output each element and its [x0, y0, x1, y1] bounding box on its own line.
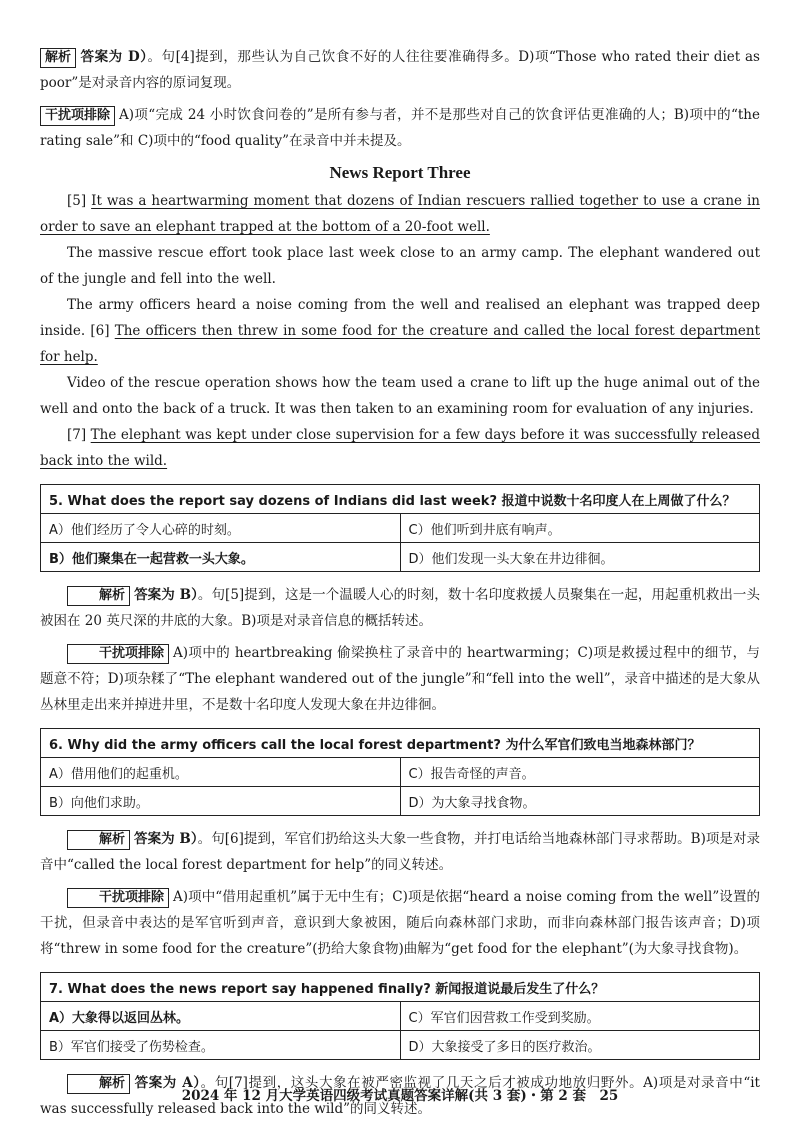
report-paragraph-5 — [40, 422, 760, 474]
analysis-text: 。句[7]提到，这头大象在被严密监视了几天之后才被成功地放归野外。A)项是对录音中“it was successfully released back into the wild”的同义转述。 — [40, 1075, 760, 1117]
question-text: 6. Why did the army officers call the local forest department? 为什么军官们致电当地森林部门？ — [41, 729, 760, 758]
report-text: The army officers heard a noise coming from the well and realised an elephant was trapped deep inside. — [40, 297, 760, 339]
option-b: B）军官们接受了伤势检查。 — [41, 1031, 401, 1060]
option-b: B）向他们求助。 — [41, 787, 401, 816]
distractor-tag: 干扰项排除 — [40, 106, 115, 126]
sentence-number: [5] — [67, 193, 87, 209]
analysis-tag: 解析 — [67, 830, 130, 850]
distractor-tag: 干扰项排除 — [67, 888, 169, 908]
option-a: A）他们经历了令人心碎的时刻。 — [41, 514, 401, 543]
analysis-text: 。句[6]提到，军官们扔给这头大象一些食物，并打电话给当地森林部门寻求帮助。B)项是对录音中“called the local forest department for help”的同义转述。 — [40, 831, 760, 873]
sentence-number: [7] — [67, 427, 87, 443]
question-6-table — [40, 728, 760, 816]
distractor-tag: 干扰项排除 — [67, 644, 169, 664]
answer-text: 答案为 A） — [134, 1075, 201, 1091]
section-title: News Report Three — [329, 163, 471, 182]
option-c: C）他们听到井底有响声。 — [400, 514, 760, 543]
key-sentence: The officers then threw in some food for the creature and called the local forest department for help. — [40, 323, 761, 365]
option-b: B）他们聚集在一起营救一头大象。 — [41, 543, 401, 572]
option-a: A）大象得以返回丛林。 — [41, 1002, 401, 1031]
page-footer: 2024 年 12 月大学英语四级考试真题答案详解(共 3 套)・第 2 套 25 — [181, 1088, 619, 1104]
question-5-table — [40, 484, 760, 572]
option-d: D）为大象寻找食物。 — [400, 787, 760, 816]
analysis-tag: 解析 — [40, 48, 76, 68]
key-sentence: The elephant was kept under close supervision for a few days before it was successfully released back into the wild. — [40, 427, 760, 469]
analysis-paragraph — [40, 44, 760, 96]
question-text: 7. What does the news report say happened finally? 新闻报道说最后发生了什么？ — [41, 973, 760, 1002]
distractor-text: A)项“完成 24 小时饮食问卷的”是所有参与者，并不是那些对自己的饮食评估更准确的人；B)项中的“the rating sale”和 C)项中的“food quality”在录音中并未提及。 — [40, 107, 760, 149]
analysis-tag: 解析 — [67, 586, 130, 606]
analysis-text: 。句[5]提到，这是一个温暖人心的时刻，数十名印度救援人员聚集在一起，用起重机救出一头被困在 20 英尺深的井底的大象。B)项是对录音信息的概括转述。 — [40, 587, 760, 629]
answer-text: 答案为 B） — [134, 587, 198, 603]
report-paragraph-4: Video of the rescue operation shows how the team used a crane to lift up the huge animal out of the well and onto the back of a truck. It was then taken to an examining room for evaluation of any injuries. — [40, 375, 760, 417]
distractor-text: A)项中“借用起重机”属于无中生有；C)项是依据“heard a noise coming from the well”设置的干扰，但录音中表达的是军官听到声音，意识到大象被困，随后向森林部门求助，而非向森林部门报告该声音；D)项将“threw in some food for the creature”(扔给大象食物)曲解为“get food for the elephant”(为大象寻找食物)。 — [40, 889, 760, 957]
question-text: 5. What does the report say dozens of Indians did last week? 报道中说数十名印度人在上周做了什么？ — [41, 485, 760, 514]
sentence-number: [6] — [90, 323, 110, 339]
answer-text: 答案为 B） — [134, 831, 198, 847]
distractor-paragraph — [40, 640, 760, 718]
analysis-paragraph — [40, 826, 760, 878]
distractor-paragraph — [40, 102, 760, 154]
key-sentence: It was a heartwarming moment that dozens of Indian rescuers rallied together to use a crane in order to save an elephant trapped at the bottom of a 20-foot well. — [40, 193, 761, 235]
analysis-text: 。句[4]提到，那些认为自己饮食不好的人往往要准确得多。D)项“Those who rated their diet as poor”是对录音内容的原词复现。 — [40, 49, 760, 91]
option-c: C）报告奇怪的声音。 — [400, 758, 760, 787]
page-content — [40, 44, 760, 1122]
option-d: D）大象接受了多日的医疗救治。 — [400, 1031, 760, 1060]
analysis-paragraph — [40, 582, 760, 634]
analysis-tag: 解析 — [67, 1074, 130, 1094]
distractor-paragraph — [40, 884, 760, 962]
report-paragraph-1 — [40, 188, 760, 240]
option-a: A）借用他们的起重机。 — [41, 758, 401, 787]
distractor-text: A)项中的 heartbreaking 偷梁换柱了录音中的 heartwarming；C)项是救援过程中的细节，与题意不符；D)项杂糅了“The elephant wandered out of the jungle”和“fell into the well”，录音中描述的是大象从丛林里走出来并掉进井里，不是数十名印度人发现大象在井边徘徊。 — [40, 645, 760, 713]
question-7-table — [40, 972, 760, 1060]
option-d: D）他们发现一头大象在井边徘徊。 — [400, 543, 760, 572]
answer-text: 答案为 D） — [80, 49, 148, 65]
report-paragraph-2: The massive rescue effort took place last week close to an army camp. The elephant wandered out of the jungle and fell into the well. — [40, 245, 760, 287]
option-c: C）军官们因营救工作受到奖励。 — [400, 1002, 760, 1031]
report-paragraph-3 — [40, 292, 760, 370]
